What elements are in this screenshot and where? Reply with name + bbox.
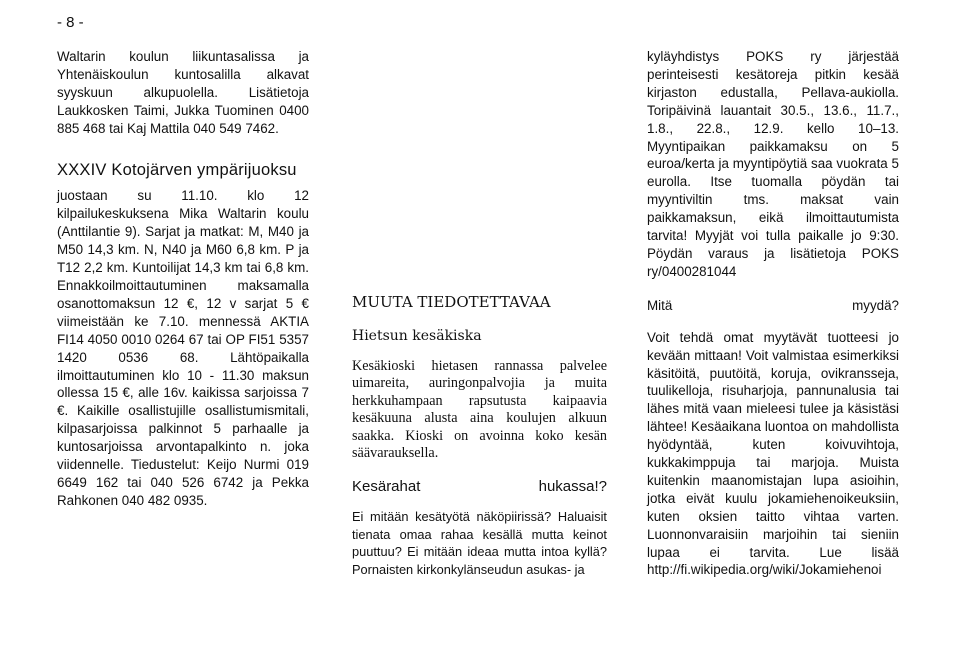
run-heading: XXXIV Kotojärven ympärijuoksu [57, 160, 297, 179]
what-to-sell-heading [647, 297, 899, 315]
column-middle [352, 292, 607, 578]
what-to-sell-paragraph: Voit tehdä omat myytävät tuotteesi jo kevään mittaan! Voit valmistaa esimerkiksi käsitöitä, puutöitä, koruja, ovikransseja, tuulikelloja, risuharjoja, pannunalusia tai lähes mitä vaan mieleesi tulee ja käsistäsi lähtee! Kesäaikana luontoa on mahdollista hyödyntää, kuten koivuvihtoja, kukkakimppuja tai marjoja. Muista kuitenkin maanomistajan lupa asioihin, jotka eivät kuulu jokamiehenoikeuksiin, kuten oksien taitto vihtaa varten. Luonnonvaraisiin marjoihin tai sieniin lupaa ei tarvita. Lue lisää http://fi.wikipedia.org/wiki/Jokamiehenoi [647, 329, 899, 578]
market-intro-paragraph: kyläyhdistys POKS ry järjestää perinteisesti kesätoreja pitkin kesää kirjaston edustalla, Pellava-aukiolla. Toripäivinä lauantait 30.5., 13.6., 11.7., 1.8., 22.8., 12.9. kello 10–13. Myyntipaikan paikkamaksu on 5 euroa/kerta ja myyntipöytiä saa vuokrata 5 eurolla. Itse tuomalla pöydän tai myyntiviltin tms. maksat vain paikkamaksun, eikä ilmoittautumista tarvita! Myyjät voi tulla paikalle jo 9:30. Pöydän varaus ja lisätietoja POKS ry/0400281044 [647, 49, 899, 279]
summer-money-paragraph: Ei mitään kesätyötä näköpiirissä? Haluaisit tienata omaa rahaa kesällä mutta keinot puuttuu? Ei mitään ideaa mutta intoa kyllä? Pornaisten kirkonkylänseudun asukas- ja [352, 509, 607, 577]
what-to-sell-left: Mitä [647, 297, 673, 313]
run-body-paragraph: juostaan su 11.10. klo 12 kilpailukeskuksena Mika Waltarin koulu (Anttilantie 9). Sarjat ja matkat: M, M40 ja M50 14,3 km. N, N40 ja M60 6,8 km. P ja T12 2,2 km. Kuntoilijat 14,3 km tai 6,8 km. Ennakkoilmoittautuminen maksamalla osanottomaksun 12 €, 12 v sarjat 5 € viimeistään ke 7.10. mennessä AKTIA FI14 4050 0010 0264 67 tai OP FI51 5357 1420 0536 68. Lähtöpaikalla ilmoittautuminen klo 10 - 11.30 maksun ollessa 15 €, alle 16v. kaikissa sarjoissa 7 €. Kaikille osallistujille osallistumismitali, kilpasarjoissa palkinnot 5 parhaalle ja kuntosarjoissa arvontapalkinto n. joka viidennelle. Tiedustelut: Keijo Nurmi 019 6649 162 tai 040 526 6742 ja Pekka Rahkonen 040 482 0935. [57, 188, 309, 508]
kiosk-paragraph: Kesäkioski hietasen rannassa palvelee uimareita, auringonpalvojia ja muita herkkuhampaan rapsutusta kaipaavia kesäkuuna alusta aina koulujen alkuun saakka. Kioski on avoinna koko kesän säävarauksella. [352, 358, 607, 462]
what-to-sell-right: myydä? [852, 297, 899, 313]
training-intro-paragraph: Waltarin koulun liikuntasalissa ja Yhtenäiskoulun kuntosalilla alkavat syyskuun alkupuolella. Lisätietoja Laukkosken Taimi, Jukka Tuominen 0400 885 468 tai Kaj Mattila 040 549 7462. [57, 49, 309, 136]
column-left [57, 48, 309, 510]
summer-money-heading-left: Kesärahat [352, 478, 421, 496]
summer-money-heading-right: hukassa!? [538, 478, 607, 496]
page-number: - 8 - [57, 14, 84, 31]
section-heading: MUUTA TIEDOTETTAVAA [352, 293, 551, 311]
summer-money-heading [352, 478, 607, 496]
column-right [647, 48, 899, 579]
kiosk-heading: Hietsun kesäkiska [352, 328, 482, 344]
